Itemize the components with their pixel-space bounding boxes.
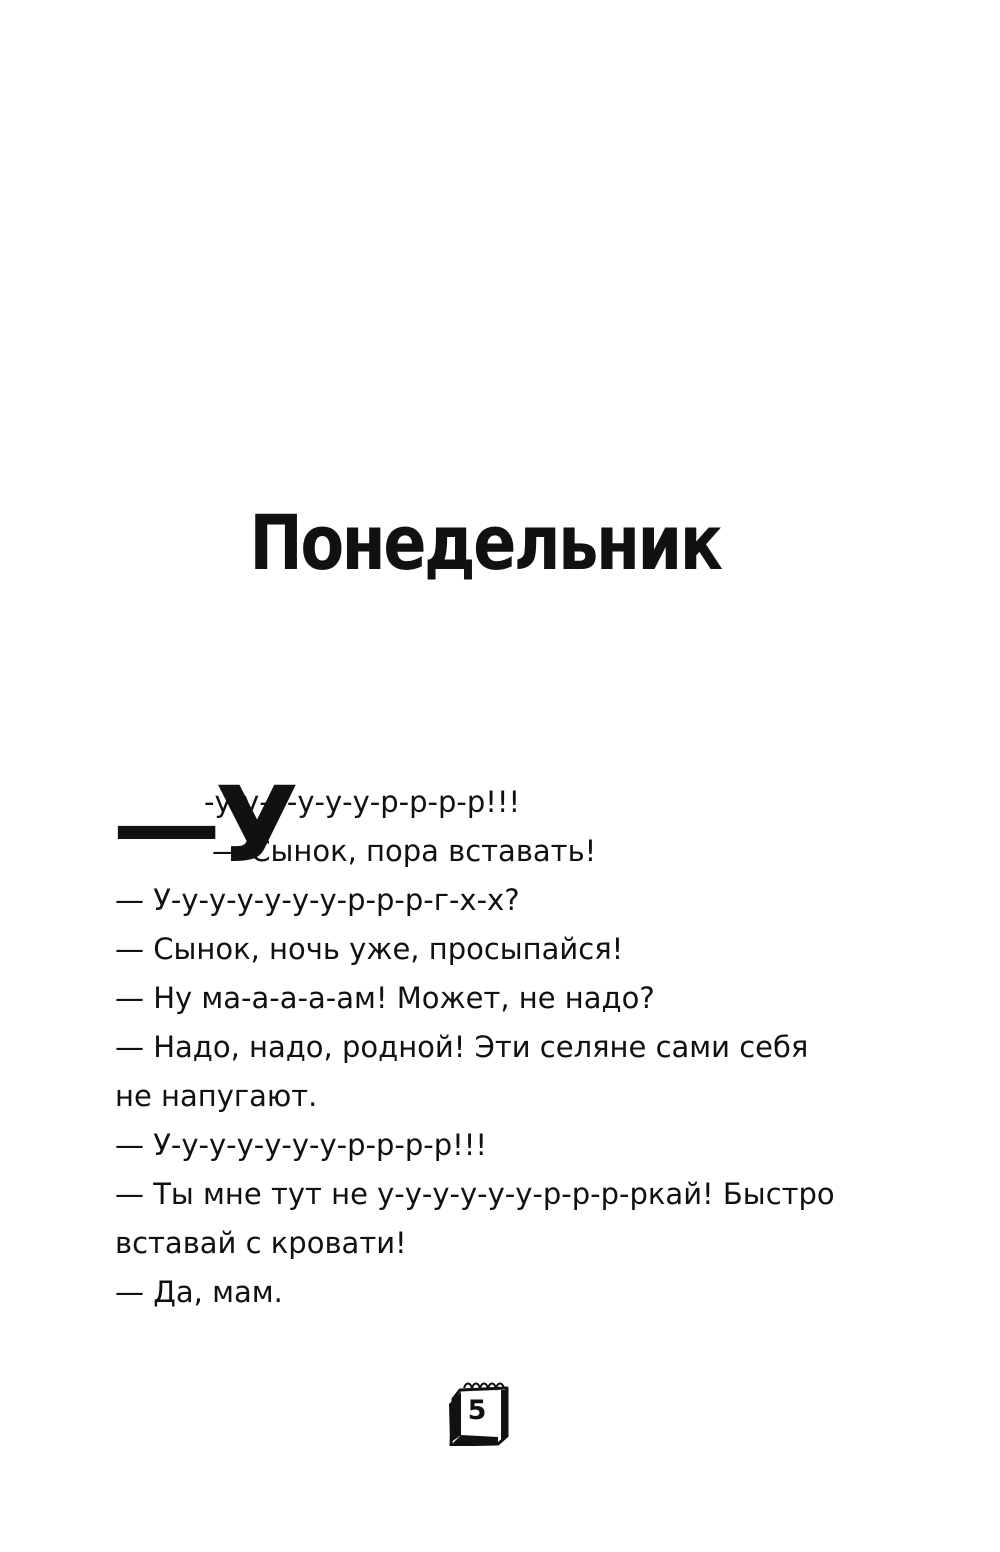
paragraph: — Надо, надо, родной! Эти селяне сами себя xyxy=(115,1030,809,1064)
paragraph: — Да, мам. xyxy=(115,1275,283,1309)
second-line: — Сынок, пора вставать! xyxy=(212,834,597,868)
dropcap: —У xyxy=(112,764,293,886)
chapter-title: Понедельник xyxy=(249,498,721,587)
page-number-badge xyxy=(443,1380,511,1446)
first-line: -у-у-у-у-у-у-р-р-р-р!!! xyxy=(204,785,521,819)
paragraph: — Сынок, ночь уже, просыпайся! xyxy=(115,932,624,966)
paragraph: — Ты мне тут не у-у-у-у-у-у-р-р-р-ркай! Быстро xyxy=(115,1177,835,1211)
paragraph: не напугают. xyxy=(115,1079,318,1113)
paragraph: — У-у-у-у-у-у-у-р-р-р-г-х-х? xyxy=(115,883,520,917)
paragraph: вставай с кровати! xyxy=(115,1226,407,1260)
paragraph: — У-у-у-у-у-у-у-р-р-р-р!!! xyxy=(115,1128,488,1162)
page-number: 5 xyxy=(467,1395,487,1426)
paragraph: — Ну ма-а-а-а-ам! Может, не надо? xyxy=(115,981,655,1015)
